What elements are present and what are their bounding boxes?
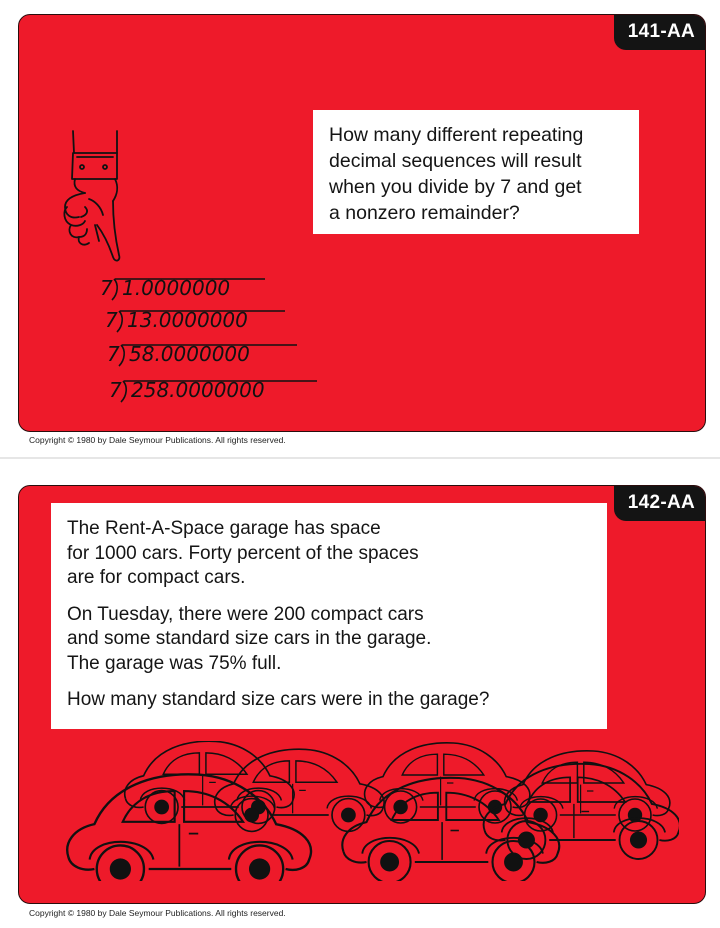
problem-line: for 1000 cars. Forty percent of the spaces	[67, 542, 419, 564]
question-line: How many different repeating	[329, 124, 584, 146]
card-number-badge: 142-AA	[614, 486, 705, 521]
problem-paragraph	[67, 517, 593, 591]
pointing-hand-icon	[55, 129, 135, 269]
problem-line: and some standard size cars in the garage.	[67, 628, 432, 649]
division-row-2	[105, 308, 285, 332]
card-divider	[0, 457, 720, 459]
svg-text:7: 7	[100, 276, 113, 300]
svg-text:258.0000000: 258.0000000	[131, 378, 265, 402]
cars-icon	[59, 741, 679, 881]
division-row-4	[109, 378, 317, 402]
question-box	[313, 110, 639, 234]
svg-text:1.0000000: 1.0000000	[122, 276, 231, 300]
division-list	[95, 275, 335, 415]
problem-paragraph	[67, 603, 593, 677]
svg-text:7: 7	[109, 378, 122, 402]
copyright-notice: Copyright © 1980 by Dale Seymour Publications. All rights reserved.	[29, 435, 286, 445]
svg-text:7: 7	[107, 342, 120, 366]
copyright-notice: Copyright © 1980 by Dale Seymour Publications. All rights reserved.	[29, 908, 286, 918]
car-drawing	[67, 774, 311, 881]
problem-line: The Rent-A-Space garage has space	[67, 518, 381, 539]
problem-line: How many standard size cars were in the garage?	[67, 689, 490, 710]
question-line: a nonzero remainder?	[329, 202, 520, 224]
division-row-3	[107, 342, 297, 366]
problem-card-142	[18, 485, 706, 904]
svg-text:7: 7	[105, 308, 118, 332]
division-row-1	[100, 276, 265, 300]
question-line: when you divide by 7 and get	[329, 176, 582, 198]
problem-card-141	[18, 14, 706, 432]
car-drawing	[342, 778, 559, 881]
question-line: decimal sequences will result	[329, 150, 582, 172]
card-number-badge: 141-AA	[614, 15, 705, 50]
problem-line: On Tuesday, there were 200 compact cars	[67, 603, 424, 625]
svg-text:58.0000000: 58.0000000	[129, 342, 250, 366]
problem-line: are for compact cars.	[67, 567, 246, 588]
question-box	[51, 503, 607, 729]
problem-line: The garage was 75% full.	[67, 652, 282, 674]
svg-text:13.0000000: 13.0000000	[127, 308, 248, 332]
problem-question	[67, 688, 593, 713]
